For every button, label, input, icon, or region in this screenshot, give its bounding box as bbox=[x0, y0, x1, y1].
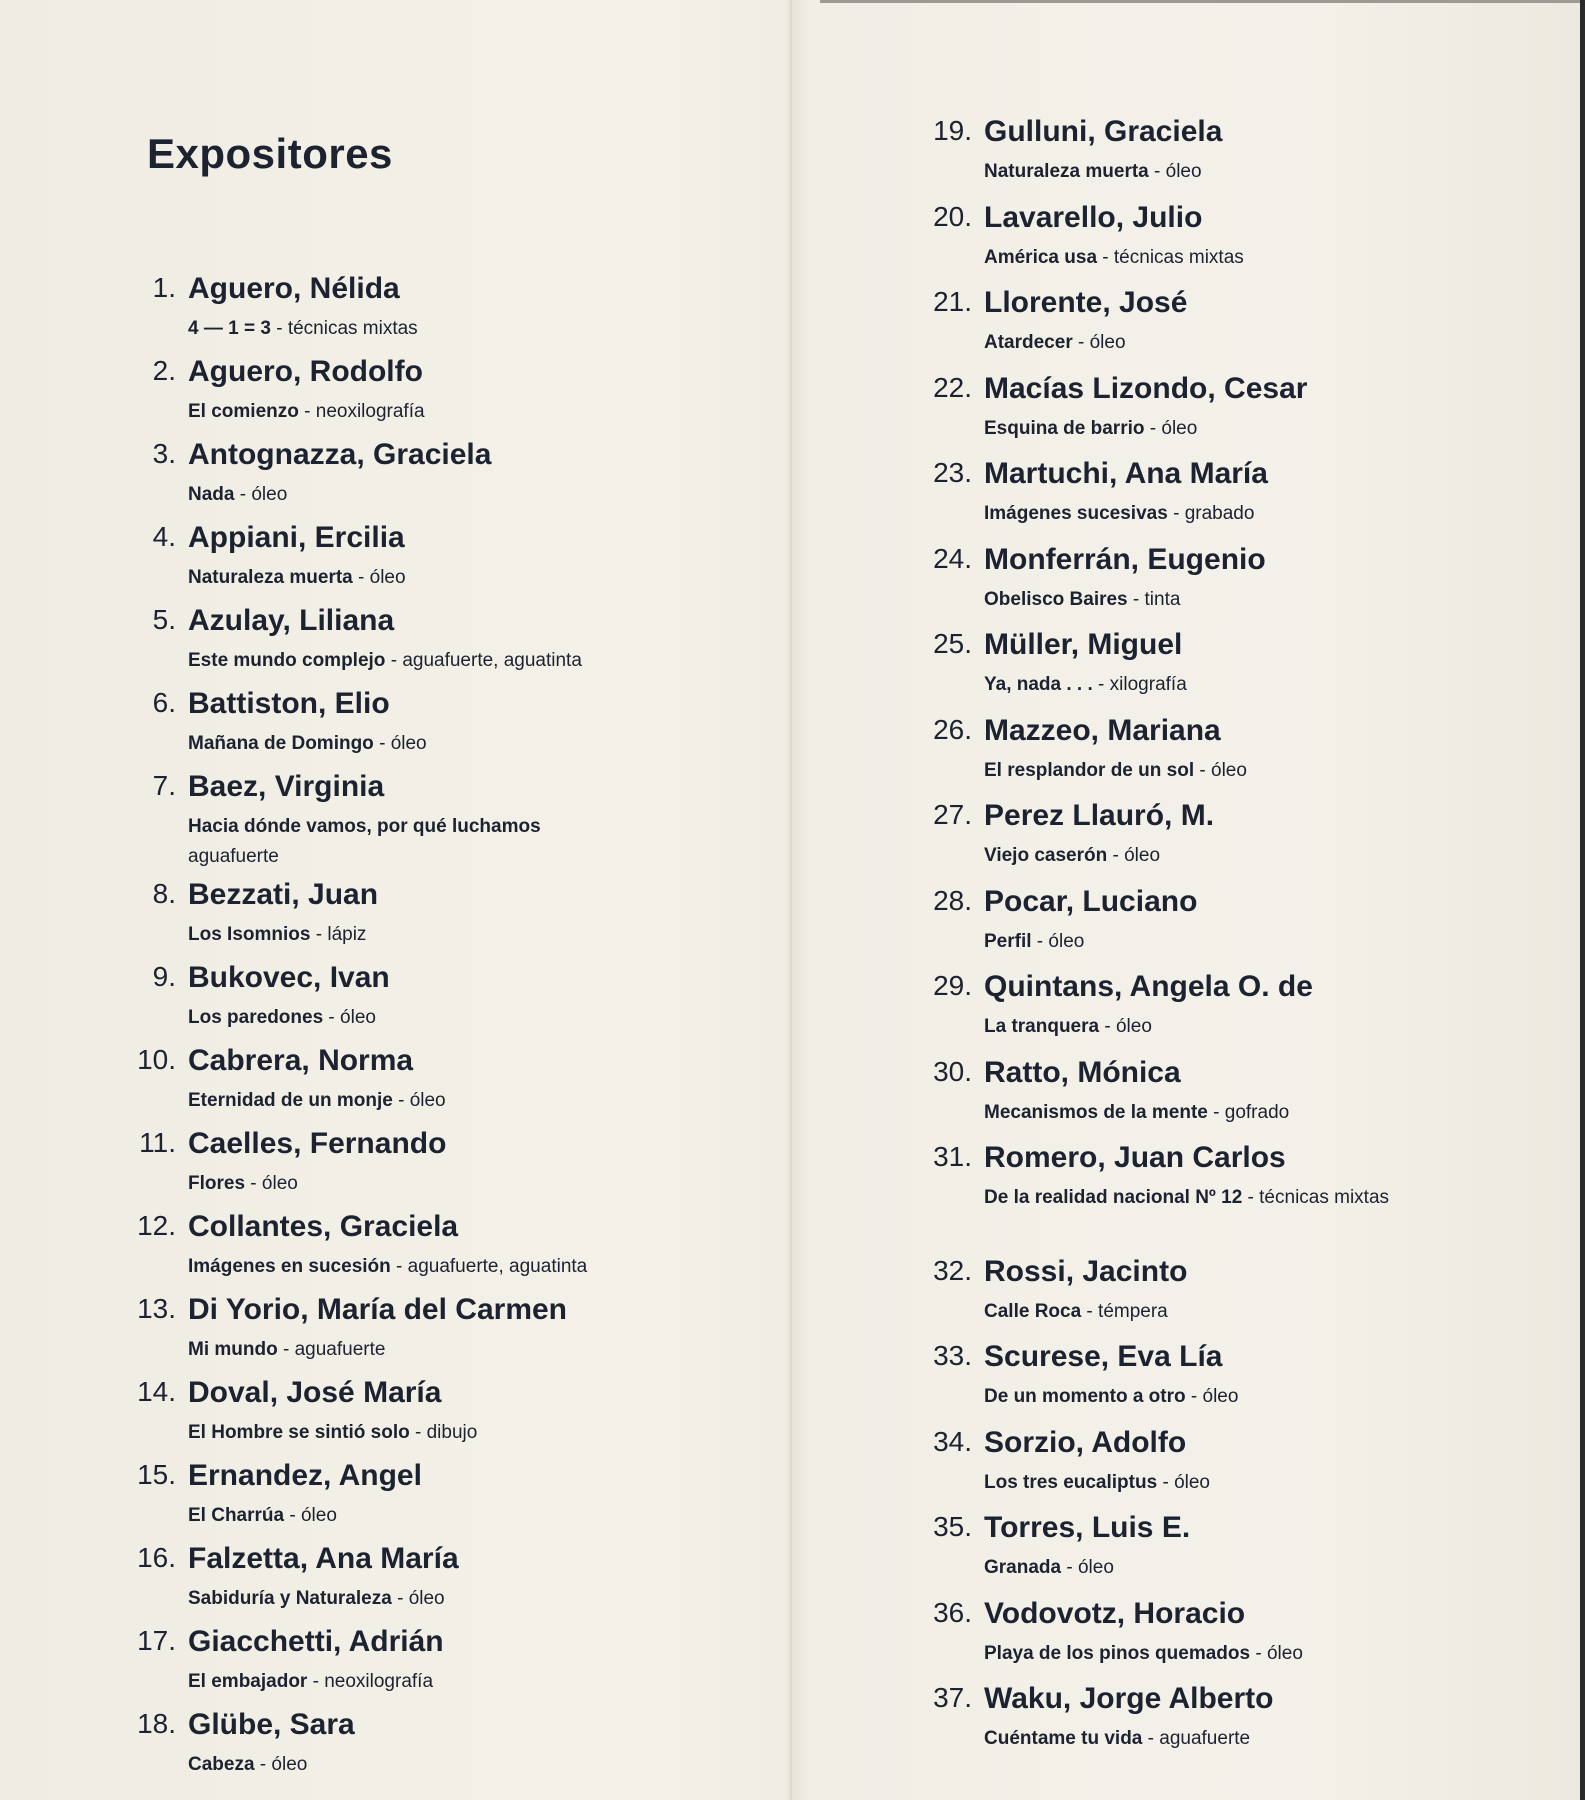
artwork-technique: aguafuerte bbox=[1159, 1728, 1251, 1749]
entry-number: 31. bbox=[933, 1141, 972, 1172]
artwork-title: El resplandor de un sol bbox=[984, 760, 1195, 781]
artwork-title: Este mundo complejo bbox=[188, 650, 386, 671]
entry-number: 36. bbox=[933, 1597, 972, 1628]
separator: - bbox=[254, 1754, 272, 1775]
artist-name: Giacchetti, Adrián bbox=[188, 1625, 444, 1658]
artwork-line bbox=[188, 1501, 708, 1531]
artwork-technique: óleo bbox=[271, 1754, 308, 1775]
artist-name: Battiston, Elio bbox=[188, 687, 390, 720]
separator: - bbox=[310, 924, 328, 945]
artwork-line bbox=[984, 328, 1454, 358]
separator: - bbox=[1148, 161, 1166, 182]
artist-name: Azulay, Liliana bbox=[188, 604, 395, 637]
artist-name: Ratto, Mónica bbox=[984, 1056, 1181, 1089]
artwork-title: Mañana de Domingo bbox=[188, 733, 374, 754]
artist-name: Vodovotz, Horacio bbox=[984, 1597, 1246, 1630]
artist-name: Bukovec, Ivan bbox=[188, 961, 390, 994]
artwork-line bbox=[188, 1667, 708, 1697]
artwork-technique: óleo bbox=[251, 484, 288, 505]
artwork-line bbox=[984, 841, 1454, 871]
artwork-title: Eternidad de un monje bbox=[188, 1090, 393, 1111]
artwork-line bbox=[984, 585, 1454, 615]
artist-name: Rossi, Jacinto bbox=[984, 1255, 1188, 1288]
entry-number: 35. bbox=[933, 1511, 972, 1542]
artwork-title: Flores bbox=[188, 1173, 246, 1194]
separator: - bbox=[245, 1173, 262, 1194]
artwork-technique: aguafuerte bbox=[188, 846, 279, 867]
artist-name: Gulluni, Graciela bbox=[984, 115, 1223, 148]
artwork-technique: aguafuerte, aguatinta bbox=[402, 650, 582, 671]
entry-number: 28. bbox=[933, 885, 972, 916]
artwork-title: Los Isomnios bbox=[188, 924, 311, 945]
artwork-technique: óleo bbox=[408, 1588, 445, 1609]
separator: - bbox=[1194, 760, 1211, 781]
artwork-technique: óleo bbox=[409, 1090, 446, 1111]
artist-name: Glübe, Sara bbox=[188, 1708, 355, 1741]
separator: - bbox=[1157, 1472, 1175, 1493]
artwork-title: Granada bbox=[984, 1557, 1062, 1578]
separator: - bbox=[1107, 845, 1125, 866]
artwork-technique: técnicas mixtas bbox=[287, 318, 418, 339]
artwork-title: Los paredones bbox=[188, 1007, 324, 1028]
right-edge-shadow bbox=[1580, 0, 1585, 1800]
artwork-line bbox=[984, 243, 1454, 273]
separator: - bbox=[392, 1090, 410, 1111]
artist-name: Antognazza, Graciela bbox=[188, 438, 492, 471]
separator: - bbox=[1142, 1728, 1160, 1749]
entry-number: 32. bbox=[933, 1255, 972, 1286]
entry-number: 9. bbox=[152, 961, 176, 992]
artwork-technique: témpera bbox=[1098, 1301, 1168, 1322]
artwork-technique: óleo bbox=[1124, 845, 1161, 866]
entry-number: 21. bbox=[933, 286, 972, 317]
artwork-title: Mi mundo bbox=[188, 1339, 278, 1360]
artwork-technique: dibujo bbox=[426, 1422, 478, 1443]
artwork-line bbox=[984, 1468, 1454, 1498]
artwork-technique: óleo bbox=[369, 567, 406, 588]
artwork-line bbox=[188, 812, 708, 872]
separator: - bbox=[390, 1256, 408, 1277]
artwork-line bbox=[984, 1012, 1454, 1042]
artwork-technique: óleo bbox=[261, 1173, 298, 1194]
page-fold bbox=[790, 0, 792, 1800]
entry-number: 5. bbox=[152, 604, 176, 635]
artwork-line bbox=[188, 1335, 708, 1365]
artist-name: Mazzeo, Mariana bbox=[984, 714, 1221, 747]
artwork-title: Sabiduría y Naturaleza bbox=[188, 1588, 392, 1609]
artwork-title: Viejo caserón bbox=[984, 845, 1108, 866]
entry-number: 20. bbox=[933, 201, 972, 232]
entry-number: 30. bbox=[933, 1056, 972, 1087]
artwork-line bbox=[188, 314, 708, 344]
artwork-technique: óleo bbox=[1266, 1643, 1303, 1664]
entry-number: 2. bbox=[152, 355, 176, 386]
artist-name: Martuchi, Ana María bbox=[984, 457, 1268, 490]
entry-number: 34. bbox=[933, 1426, 972, 1457]
separator: - bbox=[1144, 418, 1162, 439]
artwork-line bbox=[984, 1098, 1454, 1128]
entry-number: 12. bbox=[137, 1210, 176, 1241]
artwork-title: Cuéntame tu vida bbox=[984, 1728, 1143, 1749]
artwork-title: Cabeza bbox=[188, 1754, 255, 1775]
separator: - bbox=[373, 733, 391, 754]
artist-name: Quintans, Angela O. de bbox=[984, 970, 1313, 1003]
entry-number: 17. bbox=[137, 1625, 176, 1656]
artwork-line bbox=[188, 1750, 708, 1780]
artist-name: Lavarello, Julio bbox=[984, 201, 1203, 234]
artwork-title: Perfil bbox=[984, 931, 1032, 952]
artwork-title: Esquina de barrio bbox=[984, 418, 1145, 439]
artwork-technique: lápiz bbox=[327, 924, 367, 945]
entry-number: 26. bbox=[933, 714, 972, 745]
artwork-technique: óleo bbox=[390, 733, 427, 754]
entry-number: 19. bbox=[933, 115, 972, 146]
artwork-technique: grabado bbox=[1184, 503, 1255, 524]
artwork-technique: tinta bbox=[1144, 589, 1181, 610]
entry-number: 7. bbox=[152, 770, 176, 801]
entry-number: 4. bbox=[152, 521, 176, 552]
separator: - bbox=[1092, 674, 1110, 695]
separator: - bbox=[323, 1007, 341, 1028]
separator: - bbox=[1250, 1643, 1267, 1664]
artwork-technique: óleo bbox=[1174, 1472, 1210, 1493]
artwork-title: Imágenes en sucesión bbox=[188, 1256, 391, 1277]
separator: - bbox=[234, 484, 252, 505]
artwork-technique: óleo bbox=[1211, 760, 1247, 781]
entry-number: 18. bbox=[137, 1708, 176, 1739]
artwork-line bbox=[984, 670, 1454, 700]
artwork-line bbox=[984, 414, 1454, 444]
entry-number: 1. bbox=[152, 272, 176, 303]
artwork-technique: gofrado bbox=[1224, 1102, 1290, 1123]
artwork-title: Calle Roca bbox=[984, 1301, 1082, 1322]
artwork-title: 4 — 1 = 3 bbox=[188, 318, 271, 339]
separator: - bbox=[270, 318, 288, 339]
artwork-title: El Charrúa bbox=[188, 1505, 285, 1526]
artwork-technique: óleo bbox=[1048, 931, 1085, 952]
entry-number: 37. bbox=[933, 1682, 972, 1713]
entry-number: 10. bbox=[137, 1044, 176, 1075]
artwork-line bbox=[188, 646, 708, 676]
artwork-title: El comienzo bbox=[188, 401, 299, 422]
separator: - bbox=[1031, 931, 1049, 952]
artwork-technique: óleo bbox=[1077, 1557, 1114, 1578]
separator: - bbox=[409, 1422, 427, 1443]
artwork-technique: xilografía bbox=[1109, 674, 1187, 695]
artwork-technique: técnicas mixtas bbox=[1113, 247, 1244, 268]
artwork-title: El embajador bbox=[188, 1671, 308, 1692]
artwork-technique: óleo bbox=[1115, 1016, 1152, 1037]
artwork-technique: neoxilografía bbox=[324, 1671, 434, 1692]
artist-name: Llorente, José bbox=[984, 286, 1188, 319]
artwork-title: De la realidad nacional Nº 12 bbox=[984, 1187, 1243, 1208]
separator: - bbox=[1185, 1386, 1203, 1407]
artist-name: Caelles, Fernando bbox=[188, 1127, 447, 1160]
separator: - bbox=[298, 401, 316, 422]
artist-name: Müller, Miguel bbox=[984, 628, 1183, 661]
separator: - bbox=[284, 1505, 301, 1526]
entry-number: 15. bbox=[137, 1459, 176, 1490]
entry-number: 29. bbox=[933, 970, 972, 1001]
artist-name: Perez Llauró, M. bbox=[984, 799, 1215, 832]
artwork-line bbox=[188, 920, 708, 950]
artist-name: Di Yorio, María del Carmen bbox=[188, 1293, 567, 1326]
artwork-title: La tranquera bbox=[984, 1016, 1100, 1037]
artwork-title: Mecanismos de la mente bbox=[984, 1102, 1208, 1123]
separator: - bbox=[1207, 1102, 1225, 1123]
entry-number: 8. bbox=[152, 878, 176, 909]
artist-name: Torres, Luis E. bbox=[984, 1511, 1191, 1544]
artwork-line bbox=[188, 1086, 708, 1116]
artist-name: Bezzati, Juan bbox=[188, 878, 379, 911]
artwork-line bbox=[188, 397, 708, 427]
separator: - bbox=[1097, 247, 1114, 268]
separator: - bbox=[1127, 589, 1145, 610]
artist-name: Aguero, Nélida bbox=[188, 272, 400, 305]
artwork-title: Imágenes sucesivas bbox=[984, 503, 1168, 524]
separator: - bbox=[307, 1671, 325, 1692]
separator: - bbox=[1081, 1301, 1099, 1322]
entry-number: 13. bbox=[137, 1293, 176, 1324]
artwork-line bbox=[984, 157, 1454, 187]
artist-name: Sorzio, Adolfo bbox=[984, 1426, 1187, 1459]
separator: - bbox=[391, 1588, 409, 1609]
artist-name: Macías Lizondo, Cesar bbox=[984, 372, 1308, 405]
artwork-technique: técnicas mixtas bbox=[1259, 1187, 1390, 1208]
artwork-technique: aguafuerte, aguatinta bbox=[407, 1256, 588, 1277]
entry-number: 33. bbox=[933, 1340, 972, 1371]
artwork-line bbox=[188, 1584, 708, 1614]
artwork-line bbox=[188, 563, 708, 593]
separator: - bbox=[385, 650, 403, 671]
artist-name: Appiani, Ercilia bbox=[188, 521, 405, 554]
artist-name: Waku, Jorge Alberto bbox=[984, 1682, 1274, 1715]
artwork-title: Nada bbox=[188, 484, 235, 505]
entry-number: 27. bbox=[933, 799, 972, 830]
artist-name: Monferrán, Eugenio bbox=[984, 543, 1266, 576]
artwork-title: Los tres eucaliptus bbox=[984, 1472, 1158, 1493]
artist-name: Ernandez, Angel bbox=[188, 1459, 422, 1492]
artist-name: Aguero, Rodolfo bbox=[188, 355, 423, 388]
artwork-technique: óleo bbox=[1161, 418, 1198, 439]
artwork-line bbox=[984, 1553, 1454, 1583]
entry-number: 25. bbox=[933, 628, 972, 659]
artwork-line bbox=[984, 756, 1454, 786]
artist-name: Falzetta, Ana María bbox=[188, 1542, 459, 1575]
entry-number: 23. bbox=[933, 457, 972, 488]
separator: - bbox=[1072, 332, 1090, 353]
separator: - bbox=[1167, 503, 1185, 524]
entry-number: 22. bbox=[933, 372, 972, 403]
right-column bbox=[912, 0, 1552, 1800]
artist-name: Baez, Virginia bbox=[188, 770, 385, 803]
separator: - bbox=[352, 567, 370, 588]
artwork-line bbox=[188, 729, 708, 759]
artwork-technique: neoxilografía bbox=[315, 401, 425, 422]
left-column bbox=[116, 0, 776, 1800]
entry-number: 3. bbox=[152, 438, 176, 469]
artwork-line bbox=[984, 1724, 1454, 1754]
entry-number: 11. bbox=[139, 1127, 176, 1158]
artwork-line bbox=[188, 1418, 708, 1448]
artwork-title: Atardecer bbox=[984, 332, 1073, 353]
artwork-line bbox=[984, 1297, 1454, 1327]
artwork-title: América usa bbox=[984, 247, 1098, 268]
artwork-line bbox=[984, 927, 1454, 957]
artwork-line bbox=[188, 1252, 708, 1282]
artist-name: Romero, Juan Carlos bbox=[984, 1141, 1286, 1174]
artwork-technique: óleo bbox=[1202, 1386, 1239, 1407]
entry-number: 24. bbox=[933, 543, 972, 574]
artist-name: Cabrera, Norma bbox=[188, 1044, 414, 1077]
entry-number: 16. bbox=[137, 1542, 176, 1573]
artwork-title: Obelisco Baires bbox=[984, 589, 1128, 610]
separator: - bbox=[1242, 1187, 1260, 1208]
artwork-title: De un momento a otro bbox=[984, 1386, 1186, 1407]
separator: - bbox=[1099, 1016, 1116, 1037]
entry-number: 14. bbox=[137, 1376, 176, 1407]
artwork-line bbox=[188, 1003, 708, 1033]
artwork-title: El Hombre se sintió solo bbox=[188, 1422, 410, 1443]
artwork-technique: óleo bbox=[300, 1505, 337, 1526]
artwork-title: Naturaleza muerta bbox=[984, 161, 1149, 182]
artwork-title: Playa de los pinos quemados bbox=[984, 1643, 1251, 1664]
page-title: Expositores bbox=[147, 130, 393, 177]
entry-number: 6. bbox=[152, 687, 176, 718]
artwork-line bbox=[188, 1169, 708, 1199]
artwork-title: Naturaleza muerta bbox=[188, 567, 353, 588]
artwork-technique: óleo bbox=[1165, 161, 1202, 182]
artist-name: Collantes, Graciela bbox=[188, 1210, 459, 1243]
artwork-line bbox=[188, 480, 708, 510]
artist-name: Pocar, Luciano bbox=[984, 885, 1198, 918]
artwork-line bbox=[984, 1382, 1454, 1412]
artwork-technique: aguafuerte bbox=[294, 1339, 386, 1360]
artwork-technique: óleo bbox=[340, 1007, 376, 1028]
separator: - bbox=[277, 1339, 295, 1360]
separator: - bbox=[1061, 1557, 1078, 1578]
artist-name: Scurese, Eva Lía bbox=[984, 1340, 1223, 1373]
artwork-line bbox=[984, 1639, 1454, 1669]
artwork-line bbox=[984, 499, 1454, 529]
artwork-technique: óleo bbox=[1089, 332, 1126, 353]
artwork-title: Hacia dónde vamos, por qué luchamos bbox=[188, 816, 541, 837]
artwork-line bbox=[984, 1183, 1454, 1213]
artist-name: Doval, José María bbox=[188, 1376, 442, 1409]
artwork-title: Ya, nada . . . bbox=[984, 674, 1093, 695]
